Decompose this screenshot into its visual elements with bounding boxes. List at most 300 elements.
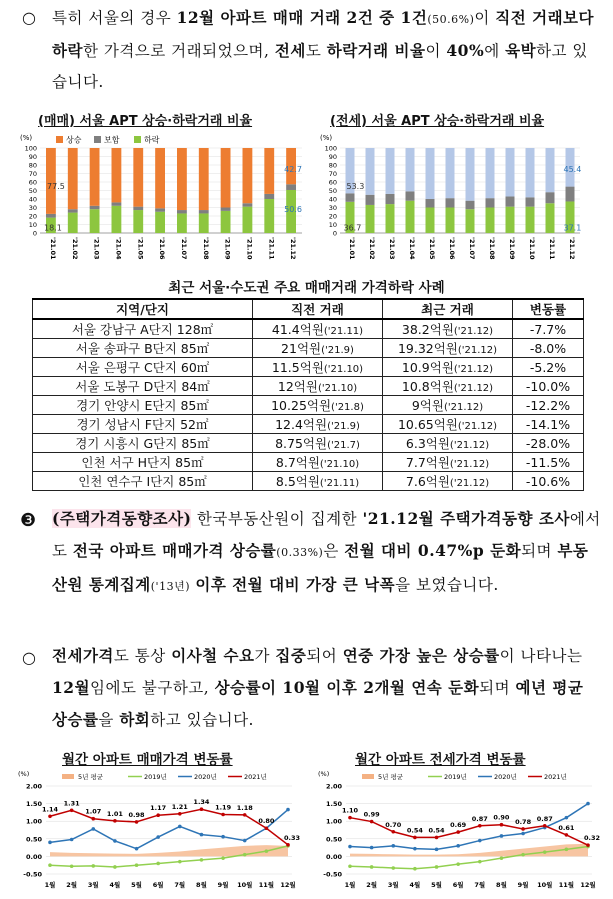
change-cell	[513, 319, 584, 339]
point-y2019	[370, 865, 374, 869]
bar-flat	[90, 206, 100, 209]
recent-date-text: ('21.12)	[457, 345, 498, 356]
bar-down	[546, 203, 555, 233]
area-text: 경기 안양시 E단지 85㎡	[76, 398, 209, 413]
bar-flat	[46, 214, 56, 218]
legend	[56, 135, 160, 145]
prev-text: 11.5억원	[271, 360, 324, 375]
data-label-2021: 0.69	[450, 821, 467, 830]
point-y2021	[413, 836, 417, 840]
x-tick-label: '21.11	[267, 237, 276, 260]
prev-cell	[253, 453, 383, 472]
point-y2019	[265, 849, 269, 853]
point-y2021	[48, 814, 52, 818]
prev-text: 8.75억원	[275, 436, 328, 451]
point-y2019	[91, 864, 95, 868]
x-tick-label: 12월	[580, 881, 596, 889]
table-row	[33, 319, 584, 339]
x-tick-label: '21.05	[136, 237, 145, 260]
table-row	[33, 415, 584, 434]
bar-down	[177, 213, 187, 233]
bar-up	[406, 148, 415, 191]
point-y2020	[113, 839, 117, 843]
point-y2020	[156, 835, 160, 839]
point-y2019	[200, 858, 204, 862]
bar-flat	[386, 194, 395, 204]
data-label-2021: 1.21	[171, 802, 188, 811]
point-y2019	[456, 862, 460, 866]
y-tick-label: 2.00	[25, 782, 42, 791]
area-text: 서울 강남구 A단지 128㎡	[71, 322, 214, 337]
bar-flat	[199, 210, 209, 213]
y-tick-label: 20	[28, 212, 37, 221]
chart-sell-ratio	[18, 130, 308, 275]
recent-text: 19.32억원	[397, 341, 458, 356]
x-tick-label: 7월	[474, 881, 486, 889]
point-y2020	[221, 835, 225, 839]
point-y2019	[543, 850, 547, 854]
legend-label-y2020: 2020년	[494, 773, 517, 781]
bar-flat	[155, 208, 165, 211]
data-label-first-up: 53.3	[346, 181, 365, 191]
prev-text: 12.4억원	[275, 417, 328, 432]
x-tick-label: '21.07	[468, 237, 476, 260]
x-tick-label: 9월	[517, 881, 529, 889]
point-y2021	[543, 824, 547, 828]
y-tick-label: 1.50	[325, 800, 342, 809]
data-label-last-up: 42.7	[284, 164, 302, 174]
bar-up	[155, 148, 165, 208]
x-tick-label: 3월	[87, 881, 99, 889]
prev-date-text: ('21.9)	[327, 421, 360, 432]
point-y2020	[70, 838, 74, 842]
legend-label-y2019: 2019년	[144, 773, 167, 781]
x-tick-label: 11월	[258, 881, 275, 889]
bar-flat	[446, 198, 455, 207]
paragraph-jeonse: 전세가격도 통상 이사철 수요가 집중되어 연중 가장 높은 상승률이 나타나는 12월임에도 불구하고, 상승률이 10월 이후 2개월 연속 둔화되며 예년 평균 상승률을 하회하고 있습니다.	[52, 646, 584, 729]
point-y2020	[200, 833, 204, 837]
area-5yr-avg	[350, 844, 588, 857]
legend-swatch-avg	[362, 774, 374, 779]
table-row	[33, 358, 584, 377]
x-tick-label: 5월	[131, 881, 142, 889]
change-text: -8.0%	[529, 340, 567, 356]
point-y2019	[348, 864, 352, 868]
y-unit: (%)	[320, 134, 333, 142]
bar-up	[112, 148, 122, 202]
bar-up	[546, 148, 555, 192]
col-area: 지역/단지	[33, 299, 253, 319]
bar-up	[526, 148, 535, 197]
data-label-2021: 0.54	[406, 826, 423, 835]
recent-text: 7.6억원	[405, 474, 450, 489]
point-y2019	[70, 864, 74, 868]
point-y2021	[391, 830, 395, 834]
bar-down	[155, 212, 165, 233]
point-y2020	[135, 847, 139, 851]
area-cell	[33, 339, 253, 358]
prev-text: 21억원	[281, 341, 322, 356]
recent-text: 38.2억원	[401, 322, 454, 337]
recent-date-text: ('21.12)	[449, 459, 490, 470]
point-y2020	[48, 841, 52, 845]
recent-cell	[383, 339, 513, 358]
point-y2021	[156, 813, 160, 817]
bar-up	[133, 148, 143, 207]
area-text: 경기 성남시 F단지 52㎡	[76, 417, 209, 432]
col-change: 변동률	[513, 299, 584, 319]
table-row	[33, 453, 584, 472]
point-y2021	[135, 820, 139, 824]
x-tick-label: 4월	[409, 881, 421, 889]
change-cell	[513, 434, 584, 453]
x-tick-label: 4월	[109, 881, 121, 889]
x-tick-label: '21.05	[428, 237, 436, 260]
y-tick-label: 0	[332, 229, 337, 238]
point-y2020	[478, 839, 482, 843]
recent-date-text: ('21.12)	[453, 383, 494, 394]
prev-cell	[253, 472, 383, 491]
prev-text: 41.4억원	[271, 322, 324, 337]
chart-monthly-jeonse-title: 월간 아파트 전세가격 변동률	[355, 752, 526, 768]
y-tick-label: 0.00	[25, 852, 42, 861]
recent-cell	[383, 453, 513, 472]
data-label-last-up: 45.4	[563, 164, 582, 174]
bar-flat	[112, 202, 122, 205]
y-tick-label: 80	[328, 161, 337, 170]
x-tick-label: 3월	[387, 881, 399, 889]
prev-cell	[253, 415, 383, 434]
point-y2019	[413, 867, 417, 871]
bar-down	[112, 206, 122, 233]
data-label-2021: 1.34	[193, 798, 210, 807]
change-cell	[513, 396, 584, 415]
point-y2021	[91, 817, 95, 821]
legend-label-y2021: 2021년	[544, 773, 567, 781]
x-tick-label: '21.10	[245, 237, 254, 260]
legend-up: 상승	[66, 135, 82, 145]
point-y2020	[413, 847, 417, 851]
point-y2021	[435, 836, 439, 840]
x-tick-label: 10월	[237, 881, 253, 889]
y-tick-label: 100	[24, 144, 37, 153]
bar-flat	[426, 199, 435, 208]
chart-monthly-sale-title: 월간 아파트 매매가격 변동률	[62, 752, 233, 768]
recent-date-text: ('21.12)	[449, 478, 490, 489]
area-cell	[33, 396, 253, 415]
bar-down	[426, 208, 435, 234]
recent-text: 10.9억원	[401, 360, 454, 375]
bar-down	[264, 199, 274, 233]
prev-date-text: ('21.11)	[323, 326, 364, 337]
area-text: 인천 연수구 I단지 85㎡	[78, 474, 207, 489]
data-label-2021: 0.70	[385, 820, 402, 829]
y-unit: (%)	[20, 134, 33, 142]
y-tick-label: 0.50	[25, 835, 42, 844]
data-label-2021: 1.14	[41, 805, 59, 814]
point-y2021	[565, 833, 569, 837]
data-label-last-down: 37.1	[563, 223, 582, 233]
bar-down	[526, 207, 535, 233]
change-cell	[513, 472, 584, 491]
prev-date-text: ('21.7)	[327, 440, 360, 451]
col-recent: 최근 거래	[383, 299, 513, 319]
legend-label-y2021: 2021년	[244, 773, 267, 781]
bar-down	[68, 213, 78, 233]
area-cell	[33, 434, 253, 453]
change-text: -10.0%	[525, 378, 571, 394]
change-cell	[513, 377, 584, 396]
x-tick-label: 5월	[431, 881, 442, 889]
recent-date-text: ('21.12)	[443, 402, 484, 413]
legend-label-y2019: 2019년	[444, 773, 467, 781]
area-cell	[33, 453, 253, 472]
point-y2020	[456, 844, 460, 848]
bar-flat	[221, 208, 231, 211]
x-tick-label: '21.08	[201, 237, 210, 260]
point-y2020	[370, 846, 374, 850]
point-y2020	[565, 816, 569, 820]
point-y2021	[70, 808, 74, 812]
x-tick-label: '21.02	[368, 237, 376, 260]
bar-flat	[526, 197, 535, 206]
bar-down	[486, 208, 495, 234]
data-label-first-down: 18.1	[44, 223, 62, 233]
x-tick-label: '21.07	[179, 237, 188, 260]
point-y2021	[500, 823, 504, 827]
data-label-2021: 0.61	[558, 823, 575, 832]
y-tick-label: 90	[28, 153, 37, 161]
legend-label-avg: 5년 평균	[378, 773, 404, 781]
x-tick-label: 12월	[280, 881, 296, 889]
legend-label-avg: 5년 평균	[78, 773, 104, 781]
recent-text: 10.8억원	[401, 379, 454, 394]
point-y2019	[391, 866, 395, 870]
legend-swatch-down	[134, 136, 141, 143]
x-tick-label: '21.11	[548, 237, 556, 260]
y-tick-label: -0.50	[23, 870, 42, 879]
recent-cell	[383, 472, 513, 491]
change-text: -7.7%	[529, 321, 567, 337]
x-tick-label: 1월	[344, 881, 356, 889]
paragraph-sell-decline: 특히 서울의 경우 12월 아파트 매매 거래 2건 중 1건(50.6%)이 직전 거래보다 하락한 가격으로 거래되었으며, 전세도 하락거래 비율이 40%에 육박하고 있습니다.	[52, 8, 595, 91]
bar-down	[243, 207, 253, 233]
table-row	[33, 377, 584, 396]
chart-jeonse-ratio	[318, 130, 588, 275]
chart-jeonse-ratio-title: (전세) 서울 APT 상승·하락거래 비율	[330, 114, 545, 129]
y-tick-label: 1.50	[25, 800, 42, 809]
chart-sell-ratio-title: (매매) 서울 APT 상승·하락거래 비율	[38, 114, 253, 129]
y-tick-label: 1.00	[25, 817, 42, 826]
recent-cell	[383, 358, 513, 377]
data-label-2021: 0.98	[128, 810, 145, 819]
point-y2021	[348, 816, 352, 820]
y-tick-label: 90	[328, 153, 337, 161]
bar-down	[386, 204, 395, 233]
x-tick-label: 11월	[558, 881, 575, 889]
table-row	[33, 339, 584, 358]
x-tick-label: 8월	[196, 881, 207, 889]
x-tick-label: '21.03	[92, 237, 101, 260]
recent-date-text: ('21.12)	[457, 421, 498, 432]
data-label-2021: 0.54	[428, 826, 445, 835]
prev-cell	[253, 377, 383, 396]
bar-up	[221, 148, 231, 208]
legend-down: 하락	[144, 135, 160, 145]
prev-date-text: ('21.10)	[317, 383, 358, 394]
x-tick-label: '21.04	[408, 237, 416, 260]
point-y2019	[435, 865, 439, 869]
point-y2020	[586, 802, 590, 806]
prev-date-text: ('21.10)	[323, 364, 364, 375]
data-label-2021: 0.90	[493, 813, 510, 822]
bar-down	[506, 207, 515, 233]
y-tick-label: 70	[28, 170, 37, 178]
col-prev: 직전 거래	[253, 299, 383, 319]
area-text: 서울 송파구 B단지 85㎡	[75, 341, 210, 356]
x-tick-label: 6월	[152, 881, 164, 889]
bar-flat	[366, 195, 375, 205]
prev-cell	[253, 396, 383, 415]
prev-cell	[253, 339, 383, 358]
recent-date-text: ('21.12)	[453, 364, 494, 375]
y-tick-label: 70	[328, 170, 337, 178]
point-y2021	[370, 820, 374, 824]
point-y2019	[478, 860, 482, 864]
point-y2020	[521, 832, 525, 836]
point-y2021	[521, 827, 525, 831]
data-label-2021: 0.32	[583, 834, 601, 843]
bar-up	[90, 148, 100, 206]
chart-monthly-sale	[10, 766, 302, 894]
data-label-first-up: 77.5	[47, 181, 65, 191]
point-y2019	[48, 863, 52, 867]
bar-flat	[506, 196, 515, 206]
point-y2019	[565, 848, 569, 852]
point-y2019	[221, 856, 225, 860]
bar-up	[446, 148, 455, 198]
data-label-2021: 0.99	[363, 810, 380, 819]
bar-down	[406, 201, 415, 233]
recent-date-text: ('21.12)	[449, 440, 490, 451]
paragraph-price-survey: (주택가격동향조사) 한국부동산원이 집계한 '21.12월 주택가격동향 조사에서도 전국 아파트 매매가격 상승률(0.33%)은 전월 대비 0.47%p 둔화되며 부동산원 통계집계('13년) 이후 전월 대비 가장 큰 낙폭을 보였습니다.	[52, 509, 601, 594]
recent-cell	[383, 434, 513, 453]
point-y2020	[500, 834, 504, 838]
x-tick-label: '21.01	[48, 237, 57, 260]
area-5yr-avg	[50, 845, 288, 856]
point-y2020	[91, 827, 95, 831]
y-tick-label: 30	[328, 204, 337, 212]
x-tick-label: '21.01	[348, 237, 356, 260]
x-tick-label: '21.12	[568, 237, 576, 260]
point-y2021	[286, 843, 290, 847]
bar-down	[221, 211, 231, 233]
data-label-2021: 0.80	[258, 817, 275, 826]
y-tick-label: 0.50	[325, 835, 342, 844]
bar-up	[177, 148, 187, 210]
x-tick-label: 7월	[174, 881, 186, 889]
x-tick-label: '21.10	[528, 237, 536, 260]
point-y2020	[286, 808, 290, 812]
x-tick-label: '21.09	[223, 237, 232, 260]
area-text: 인천 서구 H단지 85㎡	[81, 455, 204, 470]
bar-up	[366, 148, 375, 195]
point-y2019	[156, 862, 160, 866]
prev-text: 10.25억원	[271, 398, 332, 413]
recent-date-text: ('21.12)	[453, 326, 494, 337]
prev-date-text: ('21.8)	[331, 402, 364, 413]
bar-flat	[177, 210, 187, 213]
bullet-1: ○	[22, 8, 36, 27]
data-label-2021: 0.87	[536, 814, 553, 823]
area-cell	[33, 358, 253, 377]
prev-date-text: ('21.10)	[319, 459, 360, 470]
change-cell	[513, 453, 584, 472]
bar-up	[486, 148, 495, 198]
bar-flat	[566, 187, 575, 202]
x-tick-label: 10월	[537, 881, 553, 889]
y-tick-label: 50	[328, 187, 337, 195]
y-unit: (%)	[318, 770, 330, 778]
data-label-2021: 1.31	[63, 799, 80, 808]
y-tick-label: 10	[28, 221, 37, 229]
change-cell	[513, 339, 584, 358]
x-tick-label: '21.04	[114, 237, 123, 260]
y-tick-label: 60	[28, 178, 37, 187]
y-tick-label: 20	[328, 212, 337, 221]
data-label-2021: 0.33	[283, 833, 301, 842]
table-row	[33, 472, 584, 491]
y-tick-label: 100	[324, 144, 337, 153]
area-cell	[33, 377, 253, 396]
area-text: 서울 도봉구 D단지 84㎡	[75, 379, 210, 394]
x-tick-label: '21.12	[289, 237, 298, 260]
point-y2019	[500, 856, 504, 860]
recent-cell	[383, 319, 513, 339]
x-tick-label: 1월	[44, 881, 56, 889]
x-tick-label: 2월	[366, 881, 378, 889]
change-cell	[513, 358, 584, 377]
point-y2020	[391, 844, 395, 848]
table-header-row	[33, 299, 584, 319]
bar-flat	[546, 192, 555, 203]
area-cell	[33, 415, 253, 434]
price-decline-table	[32, 298, 584, 491]
x-tick-label: '21.02	[70, 237, 79, 260]
y-tick-label: 40	[28, 195, 37, 204]
data-label-2021: 1.07	[85, 807, 102, 816]
y-tick-label: 30	[28, 204, 37, 212]
bar-down	[446, 208, 455, 234]
table-row	[33, 396, 584, 415]
bar-up	[68, 148, 78, 209]
point-y2019	[178, 860, 182, 864]
x-tick-label: '21.09	[508, 237, 516, 260]
recent-cell	[383, 415, 513, 434]
data-label-2021: 0.78	[515, 817, 532, 826]
data-label-last-down: 50.6	[284, 204, 302, 214]
area-text: 경기 시흥시 G단지 85㎡	[75, 436, 210, 451]
recent-text: 6.3억원	[405, 436, 450, 451]
legend-swatch-flat	[94, 136, 101, 143]
bar-flat	[406, 191, 415, 200]
point-y2021	[243, 813, 247, 817]
x-tick-label: '21.03	[388, 237, 396, 260]
prev-date-text: ('21.9)	[321, 345, 354, 356]
bar-up	[264, 148, 274, 194]
bar-up	[386, 148, 395, 194]
y-tick-label: 10	[328, 221, 337, 229]
